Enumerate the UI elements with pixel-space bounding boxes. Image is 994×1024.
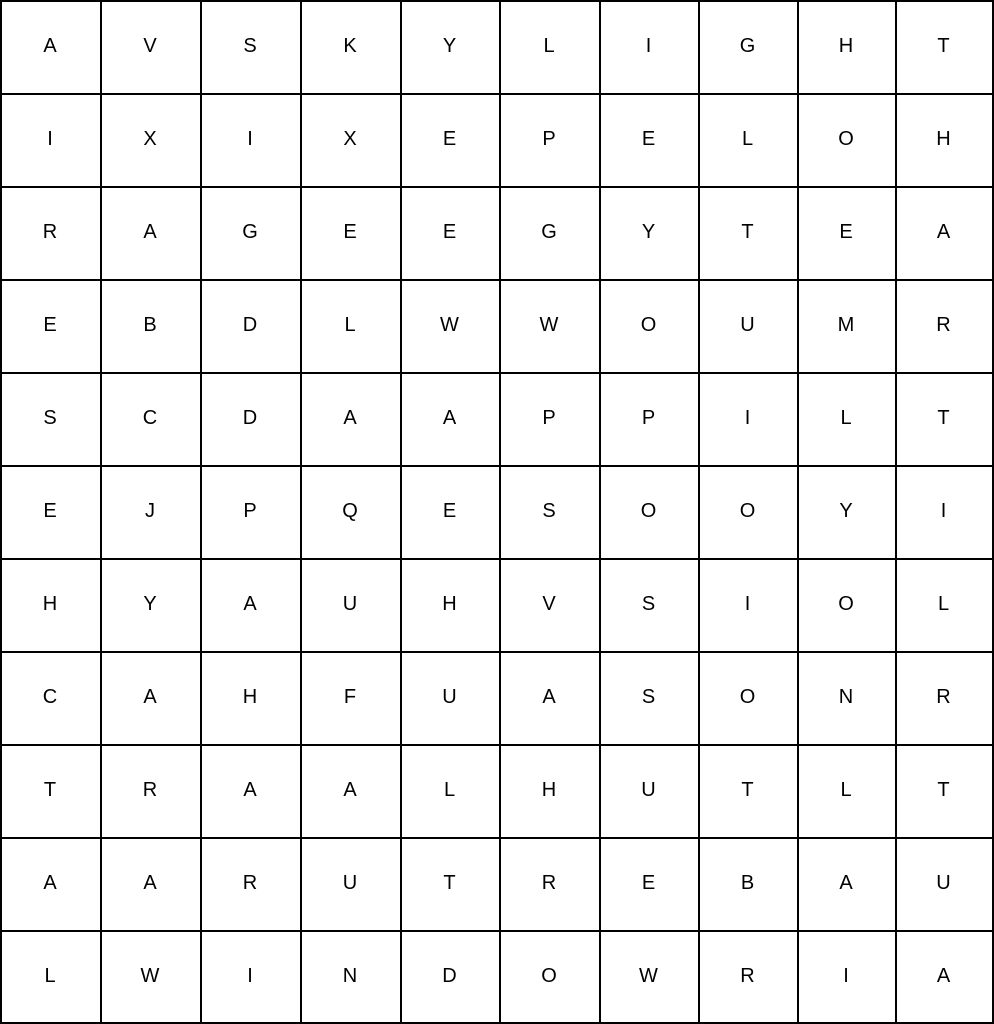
grid-cell[interactable]: H [242, 686, 258, 708]
grid-cell[interactable]: L [543, 35, 555, 57]
grid-row-line [0, 93, 994, 95]
grid-cell[interactable]: W [140, 964, 160, 987]
grid-cell[interactable]: R [541, 872, 557, 894]
grid-cell[interactable]: L [840, 407, 852, 429]
grid-cell[interactable]: H [42, 593, 58, 615]
grid-cell[interactable]: U [936, 872, 951, 894]
grid-cell[interactable]: S [243, 35, 257, 57]
grid-column-line [300, 0, 302, 1024]
grid-cell[interactable]: T [937, 407, 950, 429]
grid-cell[interactable]: E [442, 500, 457, 522]
grid-cell[interactable]: A [143, 686, 157, 708]
grid-cell[interactable]: L [741, 128, 754, 150]
grid-cell[interactable]: A [839, 872, 853, 894]
grid-cell[interactable]: H [442, 593, 457, 615]
grid-cell[interactable]: O [640, 500, 657, 522]
grid-cell[interactable]: I [744, 593, 751, 615]
grid-cell[interactable]: A [143, 872, 157, 894]
grid-cell[interactable]: A [43, 35, 57, 57]
grid-cell[interactable]: S [641, 686, 656, 708]
grid-cell[interactable]: R [936, 686, 951, 708]
grid-cell[interactable]: X [343, 128, 357, 150]
grid-cell[interactable]: W [539, 314, 559, 336]
grid-row-line [0, 837, 994, 839]
grid-cell[interactable]: L [937, 593, 950, 615]
grid-cell[interactable]: T [741, 779, 754, 801]
grid-cell[interactable]: I [843, 964, 849, 987]
grid-cell[interactable]: I [247, 964, 253, 987]
grid-cell[interactable]: I [940, 500, 947, 522]
grid-cell[interactable]: A [936, 964, 951, 987]
grid-cell[interactable]: J [145, 500, 155, 522]
grid-cell[interactable]: B [143, 314, 157, 336]
grid-cell[interactable]: R [142, 779, 158, 801]
grid-cell[interactable]: L [443, 779, 456, 801]
grid-row-line [0, 279, 994, 281]
grid-row-line [0, 0, 994, 2]
grid-cell[interactable]: A [243, 779, 257, 801]
grid-cell[interactable]: O [640, 314, 657, 336]
grid-cell[interactable]: A [542, 686, 556, 708]
grid-cell[interactable]: D [442, 964, 457, 987]
grid-cell[interactable]: I [247, 128, 253, 150]
grid-cell[interactable]: S [641, 593, 656, 615]
grid-cell[interactable]: P [243, 500, 257, 522]
grid-cell[interactable]: G [242, 221, 258, 243]
grid-row-line [0, 651, 994, 653]
grid-row-line [0, 930, 994, 932]
grid-cell[interactable]: P [641, 407, 656, 429]
grid-cell[interactable]: A [442, 407, 457, 429]
grid-cell[interactable]: R [242, 872, 258, 894]
grid-cell[interactable]: T [937, 35, 950, 57]
grid-column-line [797, 0, 799, 1024]
grid-cell[interactable]: I [744, 407, 751, 429]
grid-column-line [400, 0, 402, 1024]
grid-row-line [0, 744, 994, 746]
grid-cell[interactable]: E [839, 221, 853, 243]
grid-cell[interactable]: L [840, 779, 852, 801]
grid-cell[interactable]: E [442, 221, 457, 243]
grid-cell[interactable]: L [344, 314, 356, 336]
grid-cell[interactable]: A [343, 407, 357, 429]
grid-cell[interactable]: A [243, 593, 257, 615]
grid-cell[interactable]: E [43, 314, 57, 336]
grid-column-line [599, 0, 601, 1024]
grid-cell[interactable]: N [838, 686, 854, 708]
grid-cell[interactable]: D [242, 314, 258, 336]
grid-cell[interactable]: U [342, 872, 358, 894]
grid-cell[interactable]: T [43, 779, 57, 801]
grid-cell[interactable]: R [740, 964, 755, 987]
grid-cell[interactable]: E [641, 872, 656, 894]
grid-cell[interactable]: R [936, 314, 951, 336]
grid-cell[interactable]: Y [839, 500, 853, 522]
grid-cell[interactable]: O [739, 686, 756, 708]
grid-cell[interactable]: P [542, 128, 556, 150]
grid-cell[interactable]: A [936, 221, 951, 243]
grid-cell[interactable]: Y [143, 593, 157, 615]
grid-cell[interactable]: F [343, 686, 357, 708]
grid-cell[interactable]: O [838, 593, 854, 615]
grid-cell[interactable]: A [43, 872, 57, 894]
grid-cell[interactable]: E [343, 221, 357, 243]
grid-cell[interactable]: E [43, 500, 57, 522]
grid-cell[interactable]: C [142, 407, 158, 429]
grid-cell[interactable]: C [42, 686, 58, 708]
grid-cell[interactable]: H [936, 128, 951, 150]
grid-cell[interactable]: T [741, 221, 754, 243]
grid-cell[interactable]: X [143, 128, 157, 150]
grid-column-line [200, 0, 202, 1024]
grid-cell[interactable]: A [143, 221, 157, 243]
grid-cell[interactable]: U [641, 779, 656, 801]
grid-cell[interactable]: S [542, 500, 556, 522]
grid-cell[interactable]: E [442, 128, 457, 150]
grid-row-line [0, 558, 994, 560]
grid-cell[interactable]: I [645, 35, 652, 57]
grid-cell[interactable]: W [639, 964, 658, 987]
grid-cell[interactable]: G [541, 221, 557, 243]
grid-column-line [895, 0, 897, 1024]
grid-cell[interactable]: P [542, 407, 556, 429]
grid-cell[interactable]: V [542, 593, 556, 615]
grid-column-line [698, 0, 700, 1024]
grid-column-line [499, 0, 501, 1024]
grid-cell[interactable]: U [740, 314, 755, 336]
grid-cell[interactable]: H [541, 779, 557, 801]
grid-cell[interactable]: S [43, 407, 57, 429]
grid-row-line [0, 372, 994, 374]
grid-cell[interactable]: D [242, 407, 258, 429]
grid-row-line [0, 186, 994, 188]
grid-column-line [100, 0, 102, 1024]
grid-cell[interactable]: G [739, 35, 756, 57]
grid-cell[interactable]: I [47, 128, 53, 150]
grid-cell[interactable]: Y [442, 35, 457, 57]
grid-cell[interactable]: H [838, 35, 854, 57]
grid-cell[interactable]: U [342, 593, 358, 615]
grid-cell[interactable]: T [937, 779, 950, 801]
grid-cell[interactable]: W [440, 314, 459, 336]
grid-cell[interactable]: Y [641, 221, 656, 243]
grid-cell[interactable]: V [143, 35, 157, 57]
grid-cell[interactable]: K [343, 35, 357, 57]
grid-cell[interactable]: T [443, 872, 456, 894]
grid-cell[interactable]: L [44, 964, 56, 987]
grid-column-line [0, 0, 2, 1024]
grid-cell[interactable]: U [442, 686, 457, 708]
grid-row-line [0, 465, 994, 467]
grid-cell[interactable]: O [739, 500, 756, 522]
grid-cell[interactable]: M [837, 314, 855, 336]
grid-cell[interactable]: A [343, 779, 357, 801]
grid-cell[interactable]: O [541, 964, 557, 987]
grid-cell[interactable]: B [740, 872, 755, 894]
grid-cell[interactable]: R [42, 221, 58, 243]
grid-cell[interactable]: E [641, 128, 656, 150]
grid-cell[interactable]: N [342, 964, 358, 987]
grid-cell[interactable]: O [838, 128, 854, 150]
grid-cell[interactable]: Q [342, 500, 358, 522]
